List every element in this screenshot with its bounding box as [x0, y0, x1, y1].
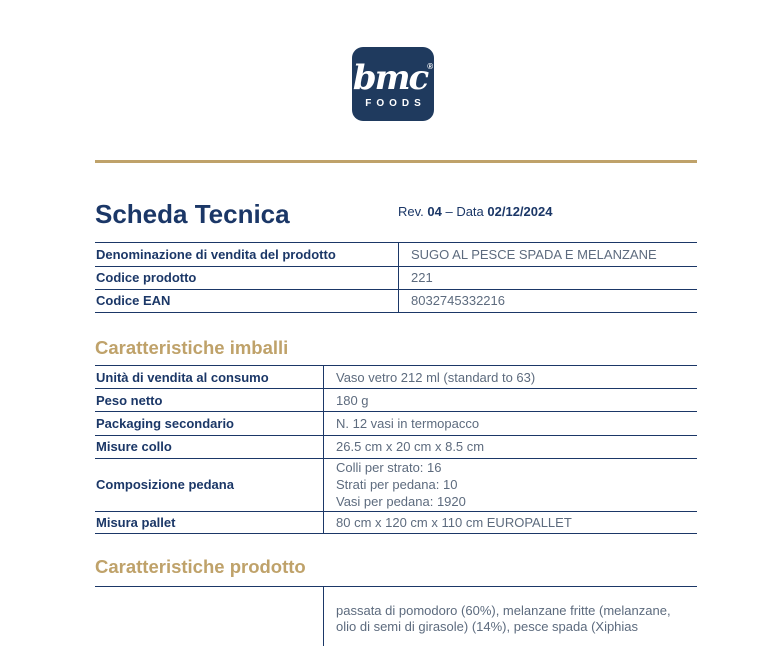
- row-label: Codice EAN: [96, 293, 171, 309]
- table-row: [95, 242, 697, 266]
- value-line: olio di semi di girasole) (14%), pesce spada (Xiphias: [336, 619, 639, 634]
- row-value: SUGO AL PESCE SPADA E MELANZANE: [398, 243, 697, 266]
- page-title: Scheda Tecnica: [95, 199, 290, 229]
- header-divider-rule: [95, 160, 697, 163]
- row-label: Misura pallet: [96, 514, 176, 530]
- section-title-imballi: Caratteristiche imballi: [95, 337, 289, 358]
- value-line: Vasi per pedana: 1920: [336, 494, 466, 510]
- logo-brand-text: [352, 58, 434, 98]
- value-line: passata di pomodoro (60%), melanzane fritte (melanzane,: [336, 602, 671, 618]
- row-label: Denominazione di vendita del prodotto: [96, 246, 336, 262]
- row-value: N. 12 vasi in termopacco: [323, 412, 697, 434]
- value-line: Colli per strato: 16: [336, 459, 442, 475]
- row-value: 26.5 cm x 20 cm x 8.5 cm: [323, 436, 697, 458]
- row-label: Misure collo: [96, 439, 172, 455]
- revision-line: [398, 204, 552, 219]
- table-row: [95, 435, 697, 458]
- logo-subtitle: FOODS: [365, 98, 426, 109]
- table-row: [95, 458, 697, 511]
- row-label: [95, 587, 323, 646]
- table-row: [95, 586, 697, 646]
- row-value: 8032745332216: [398, 290, 697, 312]
- product-info-table: [95, 242, 697, 313]
- product-characteristics-table: [95, 586, 697, 646]
- row-value: 80 cm x 120 cm x 110 cm EUROPALLET: [323, 512, 697, 533]
- row-label: Packaging secondario: [96, 415, 234, 431]
- row-label: Composizione pedana: [96, 477, 234, 493]
- row-label: Unità di vendita al consumo: [96, 369, 269, 385]
- bmc-foods-logo: [352, 47, 434, 121]
- packaging-table: [95, 365, 697, 534]
- rev-label: Rev.: [398, 204, 428, 219]
- row-value: Vaso vetro 212 ml (standard to 63): [323, 366, 697, 388]
- row-value: [323, 459, 697, 511]
- value-line: Strati per pedana: 10: [336, 477, 458, 493]
- table-row: [95, 365, 697, 388]
- row-value: 180 g: [323, 389, 697, 411]
- table-row: [95, 266, 697, 290]
- table-row: [95, 511, 697, 534]
- table-row: [95, 388, 697, 411]
- table-row: [95, 289, 697, 313]
- row-value: 221: [398, 267, 697, 290]
- registered-trademark-icon: ®: [427, 62, 434, 71]
- date-value: 02/12/2024: [487, 204, 553, 219]
- table-row: [95, 411, 697, 434]
- rev-value: 04: [427, 204, 442, 219]
- date-label: – Data: [441, 204, 488, 219]
- logo-brand-word: bmc: [352, 58, 428, 98]
- section-title-prodotto: Caratteristiche prodotto: [95, 556, 306, 577]
- row-value: [323, 587, 697, 646]
- row-label: Peso netto: [96, 392, 163, 408]
- row-label: Codice prodotto: [96, 270, 197, 286]
